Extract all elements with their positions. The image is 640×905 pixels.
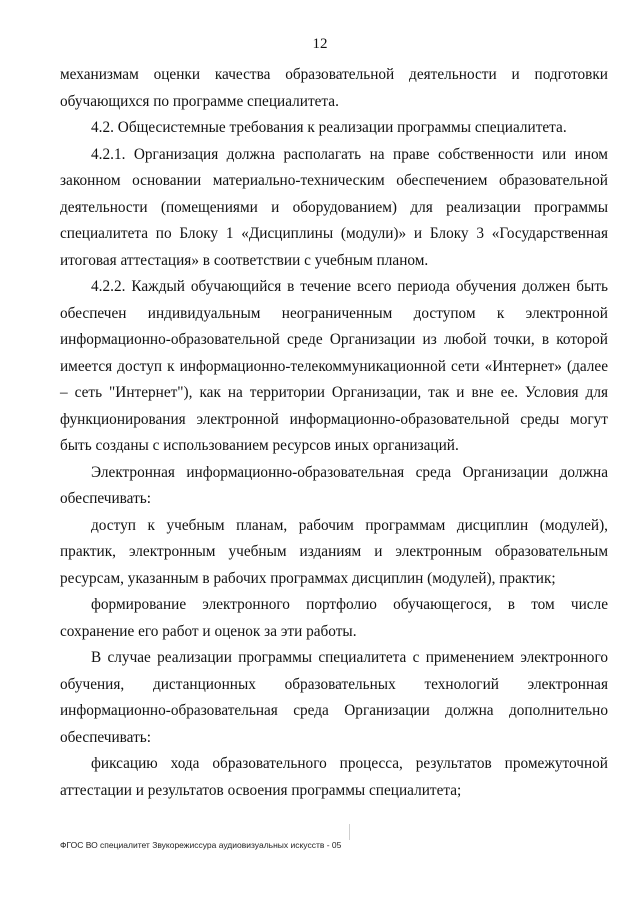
list-item: фиксацию хода образовательного процесса, результатов промежуточной аттестации и результатов освоения программы специалитета; bbox=[60, 755, 608, 799]
paragraph: 4.2.2. Каждый обучающийся в течение всего периода обучения должен быть обеспечен индивидуальным неограниченным доступом к электронной информационно-образовательной среде Организации из любой точки, в которой имеется доступ к информационно-телекоммуникационной сети «Интернет» (далее – сеть "Интернет"), как на территории Организации, так и вне ее. Условия для функционирования электронной информационно-образовательной среды могут быть созданы с использованием ресурсов иных организаций. bbox=[60, 278, 608, 454]
paragraph: 4.2.1. Организация должна располагать на праве собственности или ином законном основании материально-техническим обеспечением образовательной деятельности (помещениями и оборудованием) для реализации программы специалитета по Блоку 1 «Дисциплины (модули)» и Блоку 3 «Государственная итоговая аттестация» в соответствии с учебным планом. bbox=[60, 145, 608, 269]
page-footer: ФГОС ВО специалитет Звукорежиссура аудиовизуальных искусств - 05 bbox=[60, 840, 342, 850]
scan-artifact bbox=[349, 824, 350, 840]
paragraph: Электронная информационно-образовательная среда Организации должна обеспечивать: bbox=[60, 463, 608, 507]
paragraph: механизмам оценки качества образовательной деятельности и подготовки обучающихся по программе специалитета. bbox=[60, 66, 608, 110]
list-item: формирование электронного портфолио обучающегося, в том числе сохранение его работ и оценок за эти работы. bbox=[60, 596, 608, 640]
list-item: доступ к учебным планам, рабочим программам дисциплин (модулей), практик, электронным учебным изданиям и электронным образовательным ресурсам, указанным в рабочих программах дисциплин (модулей), практик; bbox=[60, 516, 608, 587]
document-body bbox=[60, 62, 608, 804]
paragraph: В случае реализации программы специалитета с применением электронного обучения, дистанционных образовательных технологий электронная информационно-образовательная среда Организации должна дополнительно обеспечивать: bbox=[60, 649, 608, 746]
section-heading: 4.2. Общесистемные требования к реализации программы специалитета. bbox=[91, 119, 567, 136]
page-number: 12 bbox=[312, 36, 328, 52]
